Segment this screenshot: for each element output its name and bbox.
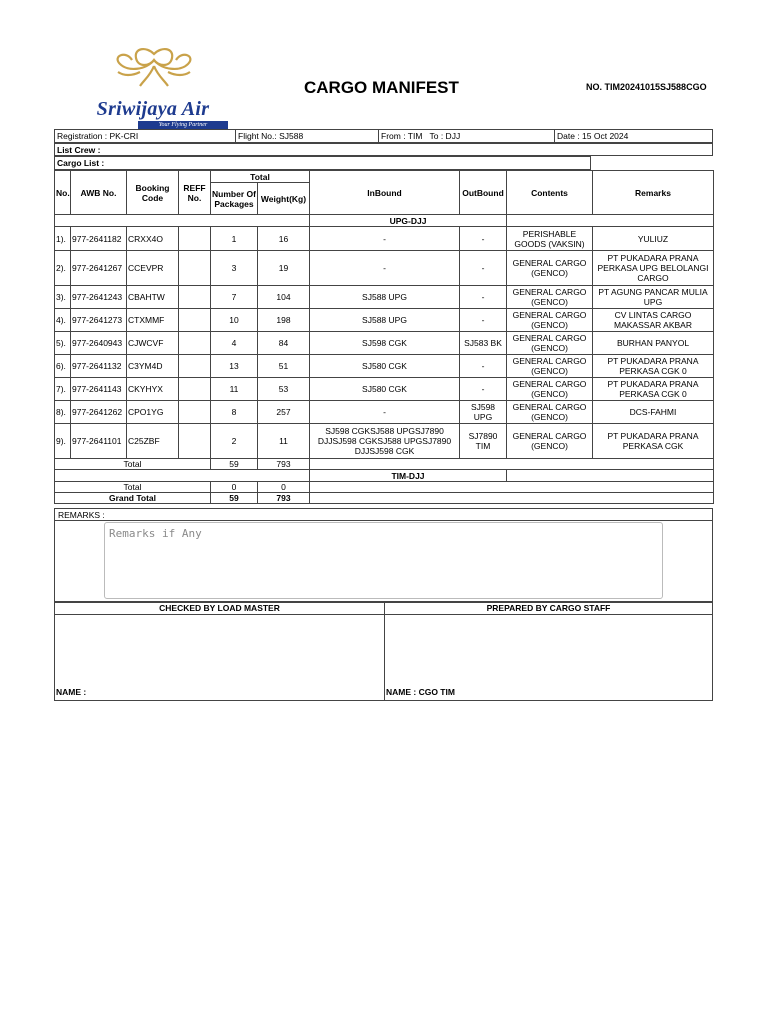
section-name: TIM-DJJ — [310, 470, 507, 482]
table-row — [55, 227, 714, 251]
remarks: PT PUKADARA PRANA PERKASA CGK — [593, 424, 714, 459]
contents: GENERAL CARGO (GENCO) — [507, 401, 593, 424]
grand-total-weight: 793 — [258, 493, 310, 504]
grand-total-label: Grand Total — [55, 493, 211, 504]
awb-number: 977-2641243 — [71, 286, 127, 309]
col-inbound: InBound — [310, 171, 460, 215]
package-count: 3 — [211, 251, 258, 286]
table-row — [55, 355, 714, 378]
awb-number: 977-2641262 — [71, 401, 127, 424]
outbound: - — [460, 378, 507, 401]
remarks-input[interactable] — [104, 522, 663, 599]
reff-number — [179, 286, 211, 309]
package-count: 1 — [211, 227, 258, 251]
logo-emblem-icon — [106, 46, 202, 96]
outbound: - — [460, 286, 507, 309]
table-row — [55, 378, 714, 401]
remarks: PT AGUNG PANCAR MULIA UPG — [593, 286, 714, 309]
booking-code: CCEVPR — [127, 251, 179, 286]
cargo-list-row — [54, 156, 591, 170]
table-row — [55, 309, 714, 332]
col-awb: AWB No. — [71, 171, 127, 215]
package-count: 11 — [211, 378, 258, 401]
table-row — [55, 332, 714, 355]
weight-kg: 16 — [258, 227, 310, 251]
section-total-packages: 0 — [211, 482, 258, 493]
inbound: SJ580 CGK — [310, 355, 460, 378]
outbound: - — [460, 251, 507, 286]
col-packages: Number Of Packages — [211, 183, 258, 215]
row-number: 4). — [55, 309, 71, 332]
cargo-list-label: Cargo List : — [57, 158, 105, 168]
inbound: - — [310, 227, 460, 251]
weight-kg: 53 — [258, 378, 310, 401]
section-total-spacer — [310, 482, 714, 493]
remarks: BURHAN PANYOL — [593, 332, 714, 355]
weight-kg: 104 — [258, 286, 310, 309]
row-number: 1). — [55, 227, 71, 251]
remarks: PT PUKADARA PRANA PERKASA CGK 0 — [593, 378, 714, 401]
logo-wordmark: Sriwijaya Air — [96, 98, 210, 120]
package-count: 8 — [211, 401, 258, 424]
weight-kg: 84 — [258, 332, 310, 355]
remarks-label: REMARKS : — [54, 508, 713, 521]
awb-number: 977-2640943 — [71, 332, 127, 355]
booking-code: CRXX4O — [127, 227, 179, 251]
section-spacer — [507, 215, 714, 227]
flight-date: Date : 15 Oct 2024 — [554, 130, 712, 142]
col-reff: REFF No. — [179, 171, 211, 215]
outbound: - — [460, 309, 507, 332]
weight-kg: 11 — [258, 424, 310, 459]
contents: GENERAL CARGO (GENCO) — [507, 378, 593, 401]
package-count: 13 — [211, 355, 258, 378]
section-name: UPG-DJJ — [310, 215, 507, 227]
row-number: 2). — [55, 251, 71, 286]
package-count: 10 — [211, 309, 258, 332]
inbound: SJ598 CGK — [310, 332, 460, 355]
awb-number: 977-2641143 — [71, 378, 127, 401]
section-total-row — [55, 482, 714, 493]
reff-number — [179, 378, 211, 401]
contents: GENERAL CARGO (GENCO) — [507, 309, 593, 332]
awb-number: 977-2641132 — [71, 355, 127, 378]
section-header-row — [55, 215, 714, 227]
table-row — [55, 286, 714, 309]
col-weight: Weight(Kg) — [258, 183, 310, 215]
logo-tagline: Your Flying Partner — [138, 121, 228, 129]
contents: PERISHABLE GOODS (VAKSIN) — [507, 227, 593, 251]
remarks: PT PUKADARA PRANA PERKASA CGK 0 — [593, 355, 714, 378]
reff-number — [179, 227, 211, 251]
reff-number — [179, 332, 211, 355]
grand-total-spacer — [310, 493, 714, 504]
row-number: 3). — [55, 286, 71, 309]
outbound: SJ7890 TIM — [460, 424, 507, 459]
section-spacer — [55, 215, 310, 227]
contents: GENERAL CARGO (GENCO) — [507, 332, 593, 355]
contents: GENERAL CARGO (GENCO) — [507, 355, 593, 378]
remarks: DCS-FAHMI — [593, 401, 714, 424]
document-number: NO. TIM20241015SJ588CGO — [586, 82, 707, 92]
weight-kg: 51 — [258, 355, 310, 378]
row-number: 5). — [55, 332, 71, 355]
outbound: - — [460, 355, 507, 378]
prepared-by-name: NAME : CGO TIM — [386, 687, 455, 697]
inbound: - — [310, 251, 460, 286]
route-to: To : DJJ — [429, 131, 461, 141]
grand-total-row — [55, 493, 714, 504]
booking-code: CTXMMF — [127, 309, 179, 332]
remarks: PT PUKADARA PRANA PERKASA UPG BELOLANGI CARGO — [593, 251, 714, 286]
booking-code: C25ZBF — [127, 424, 179, 459]
remarks: CV LINTAS CARGO MAKASSAR AKBAR — [593, 309, 714, 332]
outbound: SJ598 UPG — [460, 401, 507, 424]
booking-code: CJWCVF — [127, 332, 179, 355]
awb-number: 977-2641101 — [71, 424, 127, 459]
cargo-manifest-table — [54, 170, 714, 504]
booking-code: CPO1YG — [127, 401, 179, 424]
col-outbound: OutBound — [460, 171, 507, 215]
weight-kg: 198 — [258, 309, 310, 332]
section-total-packages: 59 — [211, 459, 258, 470]
contents: GENERAL CARGO (GENCO) — [507, 286, 593, 309]
prepared-by-signature-area — [384, 615, 713, 701]
row-number: 8). — [55, 401, 71, 424]
reff-number — [179, 401, 211, 424]
section-spacer — [55, 470, 310, 482]
awb-number: 977-2641273 — [71, 309, 127, 332]
prepared-by-header: PREPARED BY CARGO STAFF — [384, 602, 713, 615]
col-remarks: Remarks — [593, 171, 714, 215]
contents: GENERAL CARGO (GENCO) — [507, 251, 593, 286]
checked-by-signature-area — [54, 615, 385, 701]
section-spacer — [507, 470, 714, 482]
route — [378, 130, 554, 142]
section-header-row — [55, 470, 714, 482]
inbound: SJ588 UPG — [310, 309, 460, 332]
booking-code: CKYHYX — [127, 378, 179, 401]
contents: GENERAL CARGO (GENCO) — [507, 424, 593, 459]
section-total-label: Total — [55, 482, 211, 493]
section-total-row — [55, 459, 714, 470]
airline-logo — [78, 46, 228, 130]
checked-by-name: NAME : — [56, 687, 87, 697]
grand-total-packages: 59 — [211, 493, 258, 504]
package-count: 2 — [211, 424, 258, 459]
row-number: 6). — [55, 355, 71, 378]
row-number: 9). — [55, 424, 71, 459]
weight-kg: 257 — [258, 401, 310, 424]
registration: Registration : PK-CRI — [57, 131, 139, 141]
reff-number — [179, 355, 211, 378]
section-total-weight: 0 — [258, 482, 310, 493]
awb-number: 977-2641182 — [71, 227, 127, 251]
col-total: Total — [211, 171, 310, 183]
checked-by-header: CHECKED BY LOAD MASTER — [54, 602, 385, 615]
flight-info-row — [54, 129, 713, 143]
weight-kg: 19 — [258, 251, 310, 286]
table-row — [55, 401, 714, 424]
outbound: - — [460, 227, 507, 251]
table-row — [55, 424, 714, 459]
reff-number — [179, 424, 211, 459]
booking-code: CBAHTW — [127, 286, 179, 309]
remarks: YULIUZ — [593, 227, 714, 251]
reff-number — [179, 251, 211, 286]
list-crew-label: List Crew : — [57, 144, 101, 155]
list-crew-row — [54, 143, 713, 156]
awb-number: 977-2641267 — [71, 251, 127, 286]
section-total-weight: 793 — [258, 459, 310, 470]
inbound: SJ588 UPG — [310, 286, 460, 309]
section-total-spacer — [310, 459, 714, 470]
section-total-label: Total — [55, 459, 211, 470]
flight-number: Flight No.: SJ588 — [235, 130, 378, 142]
col-contents: Contents — [507, 171, 593, 215]
row-number: 7). — [55, 378, 71, 401]
route-from: From : TIM — [381, 131, 423, 141]
booking-code: C3YM4D — [127, 355, 179, 378]
inbound: SJ598 CGKSJ588 UPGSJ7890 DJJSJ598 CGKSJ588 UPGSJ7890 DJJSJ598 CGK — [310, 424, 460, 459]
page-title: CARGO MANIFEST — [304, 78, 459, 97]
inbound: - — [310, 401, 460, 424]
package-count: 7 — [211, 286, 258, 309]
col-booking: Booking Code — [127, 171, 179, 215]
package-count: 4 — [211, 332, 258, 355]
col-no: No. — [55, 171, 71, 215]
outbound: SJ583 BK — [460, 332, 507, 355]
reff-number — [179, 309, 211, 332]
inbound: SJ580 CGK — [310, 378, 460, 401]
table-row — [55, 251, 714, 286]
